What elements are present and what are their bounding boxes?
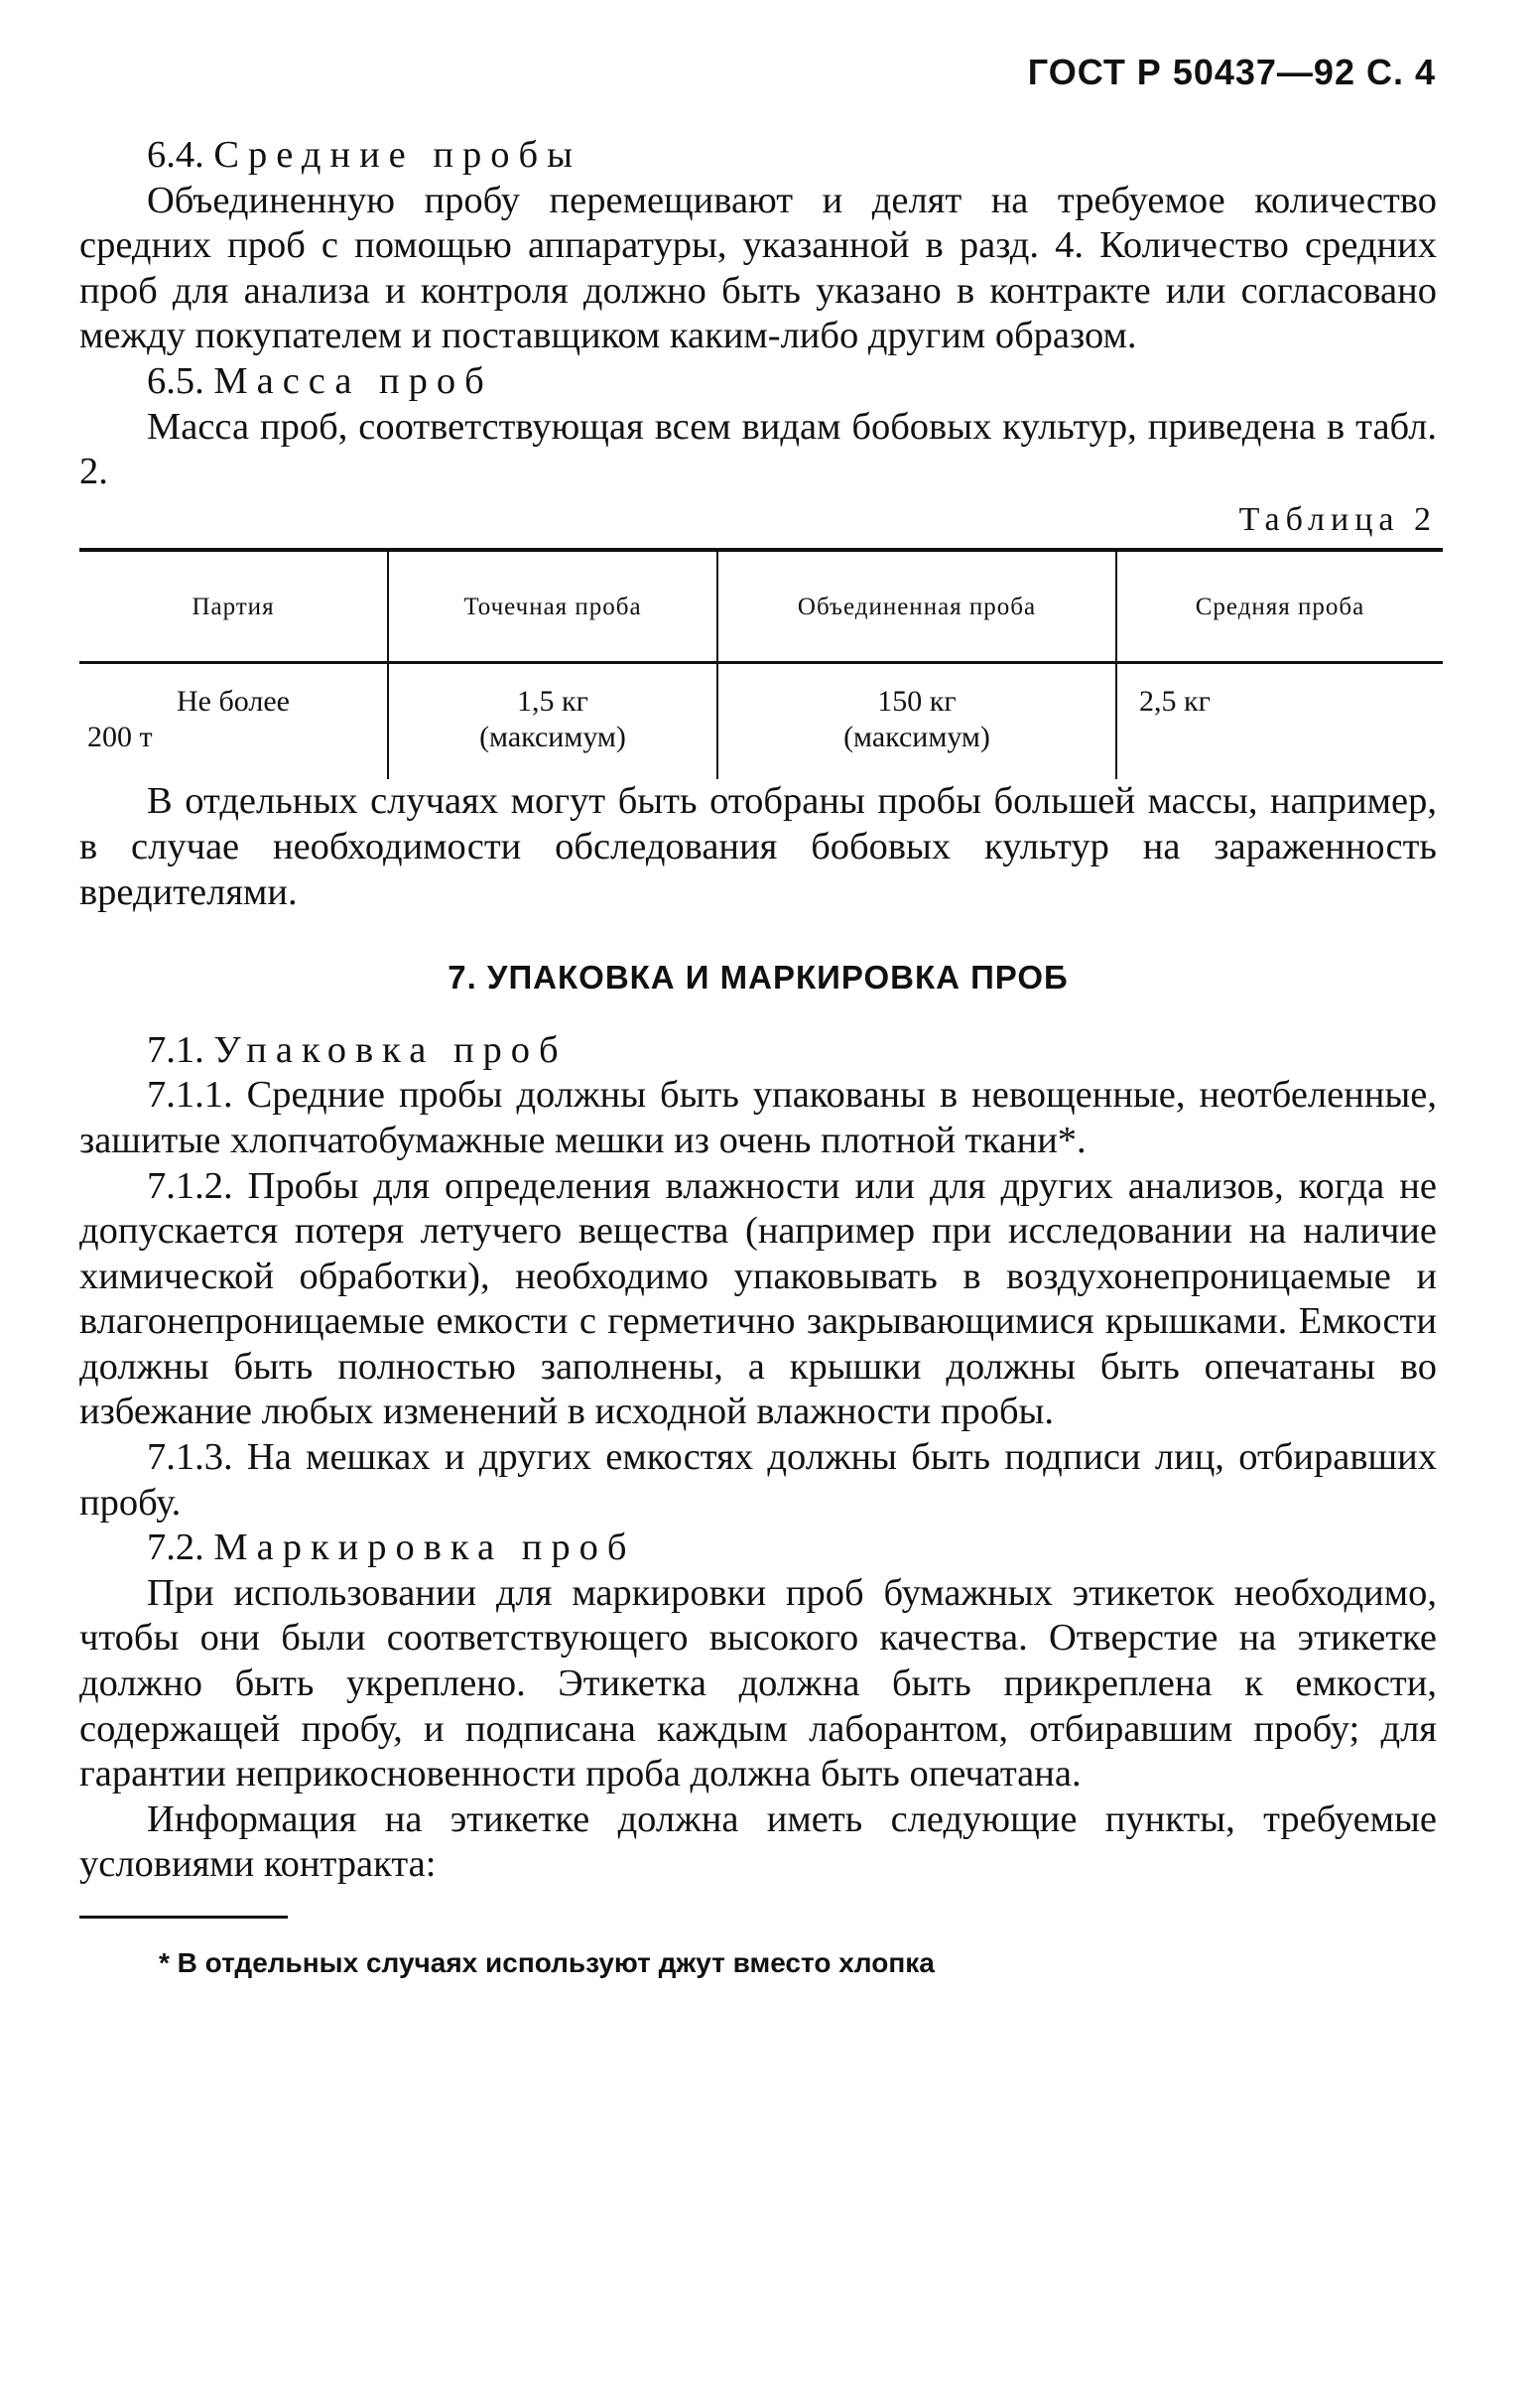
- table-header-cell: Объединенная проба: [717, 550, 1116, 663]
- section-6-5-text: Масса проб, соответствующая всем видам бобовых культур, приведена в табл. 2.: [79, 405, 1437, 493]
- footnote-divider: [79, 1916, 288, 1919]
- table-header-cell: Партия: [79, 550, 388, 663]
- footnote: * В отдельных случаях используют джут вместо хлопка: [159, 1947, 935, 1978]
- section-number: 7.1.: [147, 1028, 204, 1071]
- cell-line: (максимум): [843, 721, 990, 754]
- table-row: [79, 663, 1443, 780]
- cell-line: (максимум): [479, 721, 626, 754]
- table-header-row: [79, 550, 1443, 663]
- paragraph-7-1-2: 7.1.2. Пробы для определения влажности или для других анализов, когда не допускается потеря летучего вещества (например при исследовании на наличие химической обработки), необходимо упаковывать в воздухонепроницаемые и влагонепроницаемые емкости с герметично закрывающимися крышками. Емкости должны быть полностью заполнены, а крышки должны быть опечатаны во избежание любых изменений в исходной влажности пробы.: [79, 1164, 1437, 1433]
- section-title: Упаковка проб: [213, 1028, 568, 1071]
- section-number: 7.2.: [147, 1527, 204, 1569]
- table-header-cell: Точечная проба: [388, 550, 717, 663]
- section-6-5-heading: [79, 359, 1437, 405]
- paragraph-7-2: При использовании для маркировки проб бумажных этикеток необходимо, чтобы они были соответствующего высокого качества. Отверстие на этикетке должно быть укреплено. Этикетка должна быть прикреплена к емкости, содержащей пробу, и подписана каждым лаборантом, отбиравшим пробу; для гарантии неприкосновенности проба должна быть опечатана.: [79, 1571, 1437, 1795]
- table-caption: Таблица 2: [1238, 500, 1437, 538]
- document-body: [79, 133, 1437, 1986]
- table-cell-batch: [79, 663, 388, 780]
- table-cell-average-sample: [1116, 663, 1443, 780]
- after-table-text: В отдельных случаях могут быть отобраны пробы большей массы, например, в случае необходимости обследования бобовых культур на зараженность вредителями.: [79, 780, 1437, 913]
- section-7-2-heading: [79, 1526, 1437, 1571]
- cell-line: 200 т: [87, 721, 153, 754]
- table-cell-point-sample: [388, 663, 717, 780]
- section-7-heading: 7. УПАКОВКА И МАРКИРОВКА ПРОБ: [448, 959, 1069, 997]
- section-number: 6.5.: [147, 359, 204, 402]
- section-title: Масса проб: [213, 359, 493, 402]
- page-header: ГОСТ Р 50437—92 С. 4: [1027, 52, 1436, 92]
- cell-line: 150 кг: [877, 685, 957, 719]
- cell-line: 2,5 кг: [1139, 685, 1211, 719]
- section-6-4-text: Объединенную пробу перемещивают и делят на требуемое количество средних проб с помощью аппаратуры, указанной в разд. 4. Количество средних проб для анализа и контроля должно быть указано в контракте или согласовано между покупателем и поставщиком каким-либо другим образом.: [79, 179, 1437, 357]
- table-2: [79, 548, 1443, 779]
- section-7-1-heading: [79, 1028, 1437, 1074]
- paragraph-7-1-1: 7.1.1. Средние пробы должны быть упакованы в невощенные, неотбеленные, зашитые хлопчатобумажные мешки из очень плотной ткани*.: [79, 1074, 1437, 1161]
- section-6-4-heading: [79, 133, 1437, 179]
- section-number: 6.4.: [147, 134, 204, 176]
- paragraph-7-2-info: Информация на этикетке должна иметь следующие пункты, требуемые условиями контракта:: [79, 1797, 1437, 1886]
- cell-line: Не более: [177, 685, 290, 719]
- table-header-cell: Средняя проба: [1116, 550, 1443, 663]
- table-cell-combined-sample: [717, 663, 1116, 780]
- paragraph-7-1-3: 7.1.3. На мешках и других емкостях должны быть подписи лиц, отбиравших пробу.: [79, 1436, 1437, 1524]
- cell-line: 1,5 кг: [517, 685, 588, 719]
- section-title: Средние пробы: [213, 134, 581, 176]
- section-title: Маркировка проб: [213, 1527, 636, 1569]
